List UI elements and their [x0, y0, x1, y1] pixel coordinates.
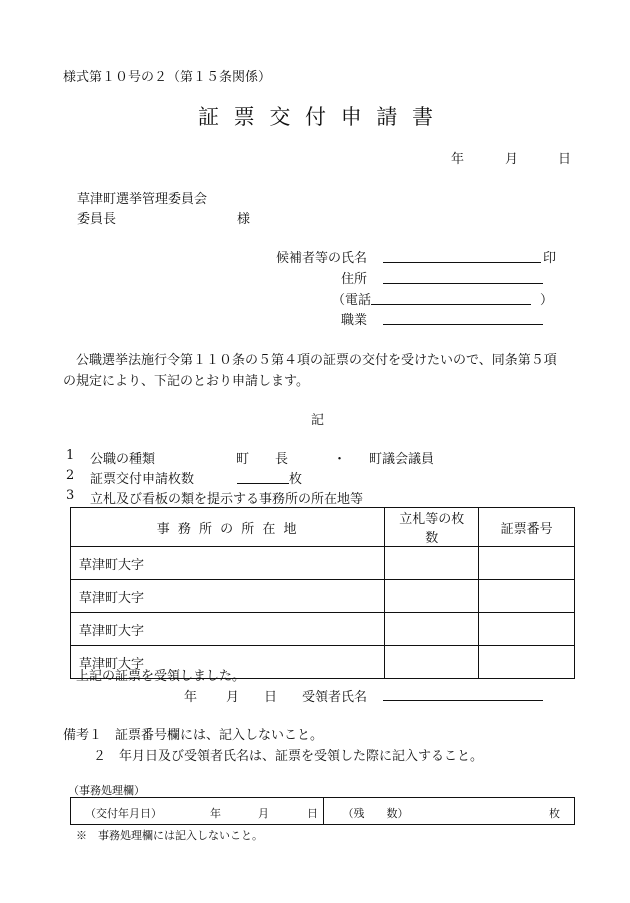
location-cell[interactable]: 草津町大字 — [71, 646, 385, 679]
issue-date-label: （交付年月日） — [85, 807, 162, 820]
footer-note: ※ 事務処理欄には記入しないこと。 — [76, 829, 263, 842]
note-1: 備考１ 証票番号欄には、記入しないこと。 — [63, 728, 324, 743]
table-header-row — [71, 508, 575, 547]
seal-mark: 印 — [543, 251, 557, 266]
table-row — [71, 580, 575, 613]
remaining-label: （残 数） — [342, 807, 409, 820]
item1-option-mayor[interactable]: 町 長 — [236, 452, 289, 467]
receiver-label: 受領者氏名 — [302, 690, 368, 705]
issue-date-cell — [71, 798, 324, 825]
receipt-day: 日 — [264, 690, 278, 705]
item3-number: 3 — [66, 488, 75, 503]
remaining-unit: 枚 — [549, 807, 560, 820]
receipt-month: 月 — [226, 690, 240, 705]
note-2: ２ 年月日及び受領者氏名は、証票を受領した際に記入すること。 — [93, 749, 484, 764]
body-line-1: 公職選挙法施行令第１１０条の５第４項の証票の交付を受けたいので、同条第５項 — [76, 353, 557, 368]
issue-date-day: 日 — [307, 807, 318, 820]
office-caption: （事務処理欄） — [68, 784, 145, 797]
item2-number: 2 — [66, 468, 75, 483]
office-location-table — [70, 507, 575, 679]
addressee-org: 草津町選挙管理委員会 — [77, 192, 208, 207]
received-statement: 上記の証票を受領しました。 — [76, 669, 246, 684]
date-year: 年 — [451, 152, 465, 167]
location-cell[interactable]: 草津町大字 — [71, 580, 385, 613]
name-label: 候補者等の氏名 — [276, 251, 368, 266]
item2-count-field[interactable] — [237, 483, 289, 484]
occupation-field[interactable] — [383, 324, 543, 325]
remaining-cell — [324, 798, 575, 825]
item1-number: 1 — [66, 448, 75, 463]
certificate-number-cell — [479, 580, 575, 613]
name-field[interactable] — [383, 262, 541, 263]
form-number: 様式第１０号の２（第１５条関係） — [63, 70, 272, 85]
certificate-number-cell — [479, 613, 575, 646]
table-row — [71, 613, 575, 646]
sign-count-cell[interactable] — [385, 547, 479, 580]
sign-count-cell[interactable] — [385, 613, 479, 646]
phone-field[interactable] — [371, 304, 531, 305]
receipt-year: 年 — [184, 690, 198, 705]
issue-date-year: 年 — [210, 807, 221, 820]
item2-label: 証票交付申請枚数 — [90, 472, 195, 487]
certificate-number-cell — [479, 547, 575, 580]
issue-date-month: 月 — [258, 807, 269, 820]
page-title: 証 票 交 付 申 請 書 — [198, 105, 438, 129]
address-field[interactable] — [383, 283, 543, 284]
item1-label: 公職の種類 — [90, 452, 156, 467]
table-row — [71, 547, 575, 580]
phone-label: （電話 — [332, 293, 372, 308]
item2-unit: 枚 — [289, 472, 303, 487]
phone-close: ） — [540, 293, 554, 308]
certificate-number-cell — [479, 646, 575, 679]
sign-count-cell[interactable] — [385, 580, 479, 613]
date-day: 日 — [558, 152, 572, 167]
addressee-sama: 様 — [237, 212, 251, 227]
ki-label: 記 — [311, 413, 325, 428]
location-cell[interactable]: 草津町大字 — [71, 547, 385, 580]
address-label: 住所 — [341, 272, 368, 287]
header-location: 事 務 所 の 所 在 地 — [71, 508, 385, 547]
sign-count-cell[interactable] — [385, 646, 479, 679]
body-line-2: の規定により、下記のとおり申請します。 — [63, 374, 309, 389]
receiver-name-field[interactable] — [383, 700, 543, 701]
item1-separator: ・ — [333, 452, 347, 467]
location-cell[interactable]: 草津町大字 — [71, 613, 385, 646]
addressee-title: 委員長 — [77, 212, 117, 227]
occupation-label: 職業 — [341, 313, 368, 328]
office-processing-table — [70, 797, 575, 825]
header-sign-count: 立札等の枚数 — [385, 508, 479, 547]
item3-label: 立札及び看板の類を提示する事務所の所在地等 — [90, 492, 364, 507]
date-month: 月 — [505, 152, 519, 167]
header-certificate-number: 証票番号 — [479, 508, 575, 547]
item1-option-council[interactable]: 町議会議員 — [369, 452, 435, 467]
